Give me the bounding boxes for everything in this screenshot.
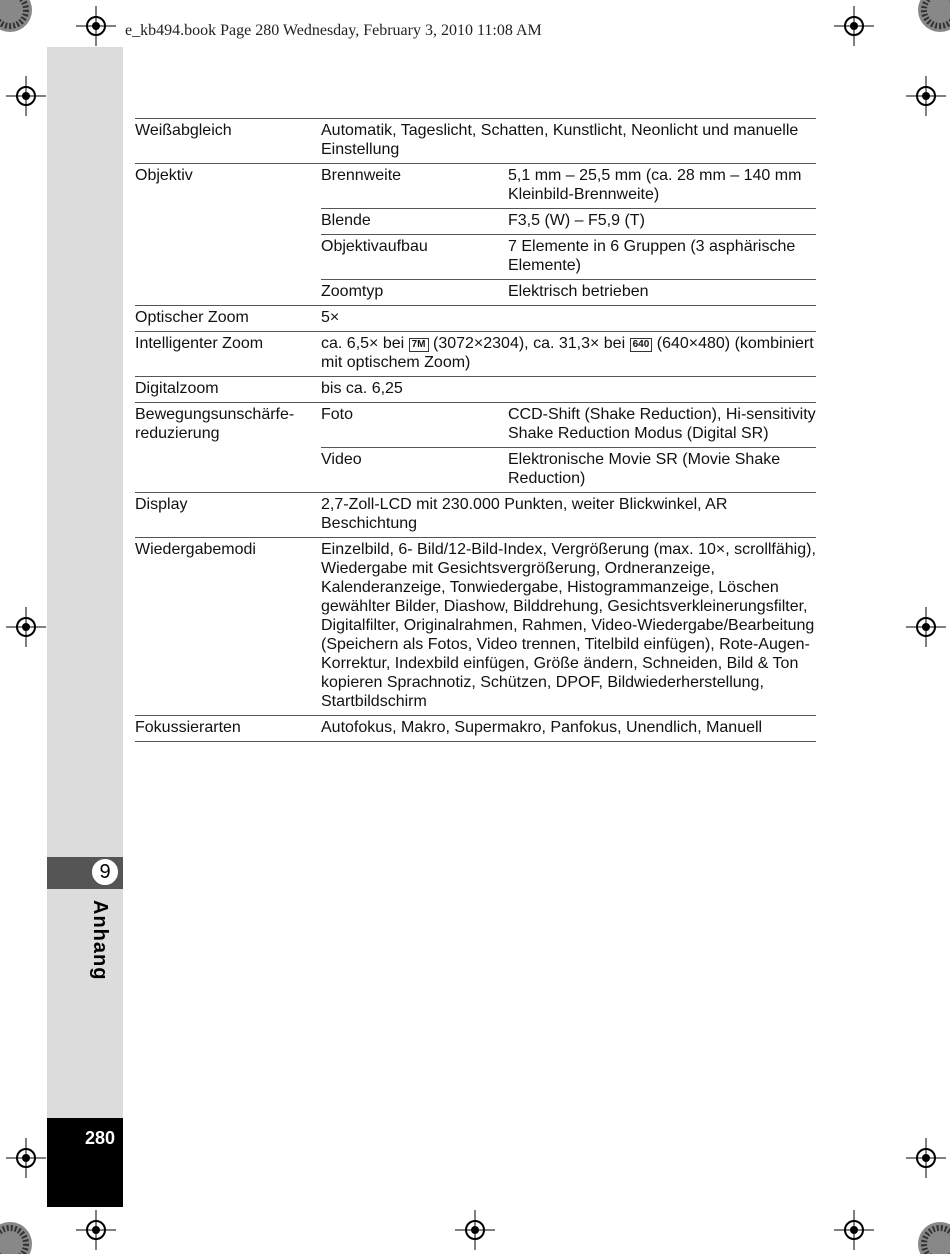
resolution-7m-icon: 7M <box>409 338 429 352</box>
spec-label: Optischer Zoom <box>135 306 321 332</box>
registration-mark-right-lower <box>906 1138 946 1178</box>
spec-value: Elektrisch betrieben <box>508 280 816 306</box>
color-target-bottom-right <box>914 1218 950 1254</box>
spec-label: Intelligenter Zoom <box>135 332 321 377</box>
spec-value: 5× <box>321 306 816 332</box>
registration-mark-bottom-center <box>455 1210 495 1250</box>
spec-label: Wiedergabemodi <box>135 538 321 716</box>
table-row <box>135 119 816 164</box>
book-header-line: e_kb494.book Page 280 Wednesday, February 3, 2010 11:08 AM <box>125 22 542 39</box>
spec-subkey: Objektivaufbau <box>321 235 508 280</box>
spec-subkey: Foto <box>321 403 508 448</box>
spec-value: F3,5 (W) – F5,9 (T) <box>508 209 816 235</box>
registration-mark-top-right <box>834 6 874 46</box>
registration-mark-top-left <box>76 6 116 46</box>
spec-subkey: Blende <box>321 209 508 235</box>
registration-mark-right-upper <box>906 76 946 116</box>
spec-label: Bewegungsunschärfe-reduzierung <box>135 403 321 493</box>
spec-value: Autofokus, Makro, Supermakro, Panfokus, Unendlich, Manuell <box>321 716 816 742</box>
table-row <box>135 306 816 332</box>
spec-value: 5,1 mm – 25,5 mm (ca. 28 mm – 140 mm Kleinbild-Brennweite) <box>508 164 816 209</box>
table-row <box>135 332 816 377</box>
spec-label: Fokussierarten <box>135 716 321 742</box>
color-target-top-left <box>0 0 36 36</box>
spec-subkey: Brennweite <box>321 164 508 209</box>
spec-value: 2,7-Zoll-LCD mit 230.000 Punkten, weiter Blickwinkel, AR Beschichtung <box>321 493 816 538</box>
spec-value: CCD-Shift (Shake Reduction), Hi-sensitivity Shake Reduction Modus (Digital SR) <box>508 403 816 448</box>
spec-value: bis ca. 6,25 <box>321 377 816 403</box>
resolution-640-icon: 640 <box>630 338 653 352</box>
registration-mark-bottom-right <box>834 1210 874 1250</box>
spec-subkey: Video <box>321 448 508 493</box>
table-row <box>135 377 816 403</box>
registration-mark-bottom-left <box>76 1210 116 1250</box>
spec-value: 7 Elemente in 6 Gruppen (3 asphärische Elemente) <box>508 235 816 280</box>
zoom-text-3: (640×480) (kombiniert mit optischem Zoom) <box>321 335 814 371</box>
zoom-text-2: (3072×2304), ca. 31,3× bei <box>432 335 626 352</box>
color-target-top-right <box>914 0 950 36</box>
registration-mark-left-middle <box>6 607 46 647</box>
chapter-label: Anhang <box>89 900 111 981</box>
spec-value: Einzelbild, 6- Bild/12-Bild-Index, Vergrößerung (max. 10×, scrollfähig), Wiedergabe mit Gesichtsvergrößerung, Ordneranzeige, Kalenderanzeige, Tonwiedergabe, Histogrammanzeige, Löschen gewählter Bilder, Diashow, Bilddrehung, Gesichtsverkleinerungsfilter, Digitalfilter, Originalrahmen, Rahmen, Video-Wiedergabe/Bearbeitung (Speichern als Fotos, Video trennen, Titelbild einfügen), Rote-Augen-Korrektur, Indexbild einfügen, Größe ändern, Schneiden, Bild & Ton kopieren Sprachnotiz, Schützen, DPOF, Bildwiederherstellung, Startbildschirm <box>321 538 816 716</box>
table-row <box>135 716 816 742</box>
spec-value <box>321 332 816 377</box>
table-row <box>135 164 816 209</box>
zoom-text-1: ca. 6,5× bei <box>321 335 405 352</box>
spec-subkey: Zoomtyp <box>321 280 508 306</box>
registration-mark-right-middle <box>906 607 946 647</box>
table-row <box>135 493 816 538</box>
spec-label: Weißabgleich <box>135 119 321 164</box>
color-target-bottom-left <box>0 1218 36 1254</box>
specification-table <box>135 118 816 742</box>
spec-label: Digitalzoom <box>135 377 321 403</box>
chapter-sidebar <box>47 47 123 1207</box>
table-row <box>135 403 816 448</box>
spec-value: Elektronische Movie SR (Movie Shake Reduction) <box>508 448 816 493</box>
page-number: 280 <box>84 1128 115 1148</box>
spec-label: Display <box>135 493 321 538</box>
registration-mark-left-lower <box>6 1138 46 1178</box>
spec-value: Automatik, Tageslicht, Schatten, Kunstlicht, Neonlicht und manuelle Einstellung <box>321 119 816 164</box>
chapter-number-badge: 9 <box>90 857 120 887</box>
registration-mark-left-upper <box>6 76 46 116</box>
spec-label: Objektiv <box>135 164 321 306</box>
page-number-box <box>47 1118 123 1207</box>
table-row <box>135 538 816 716</box>
